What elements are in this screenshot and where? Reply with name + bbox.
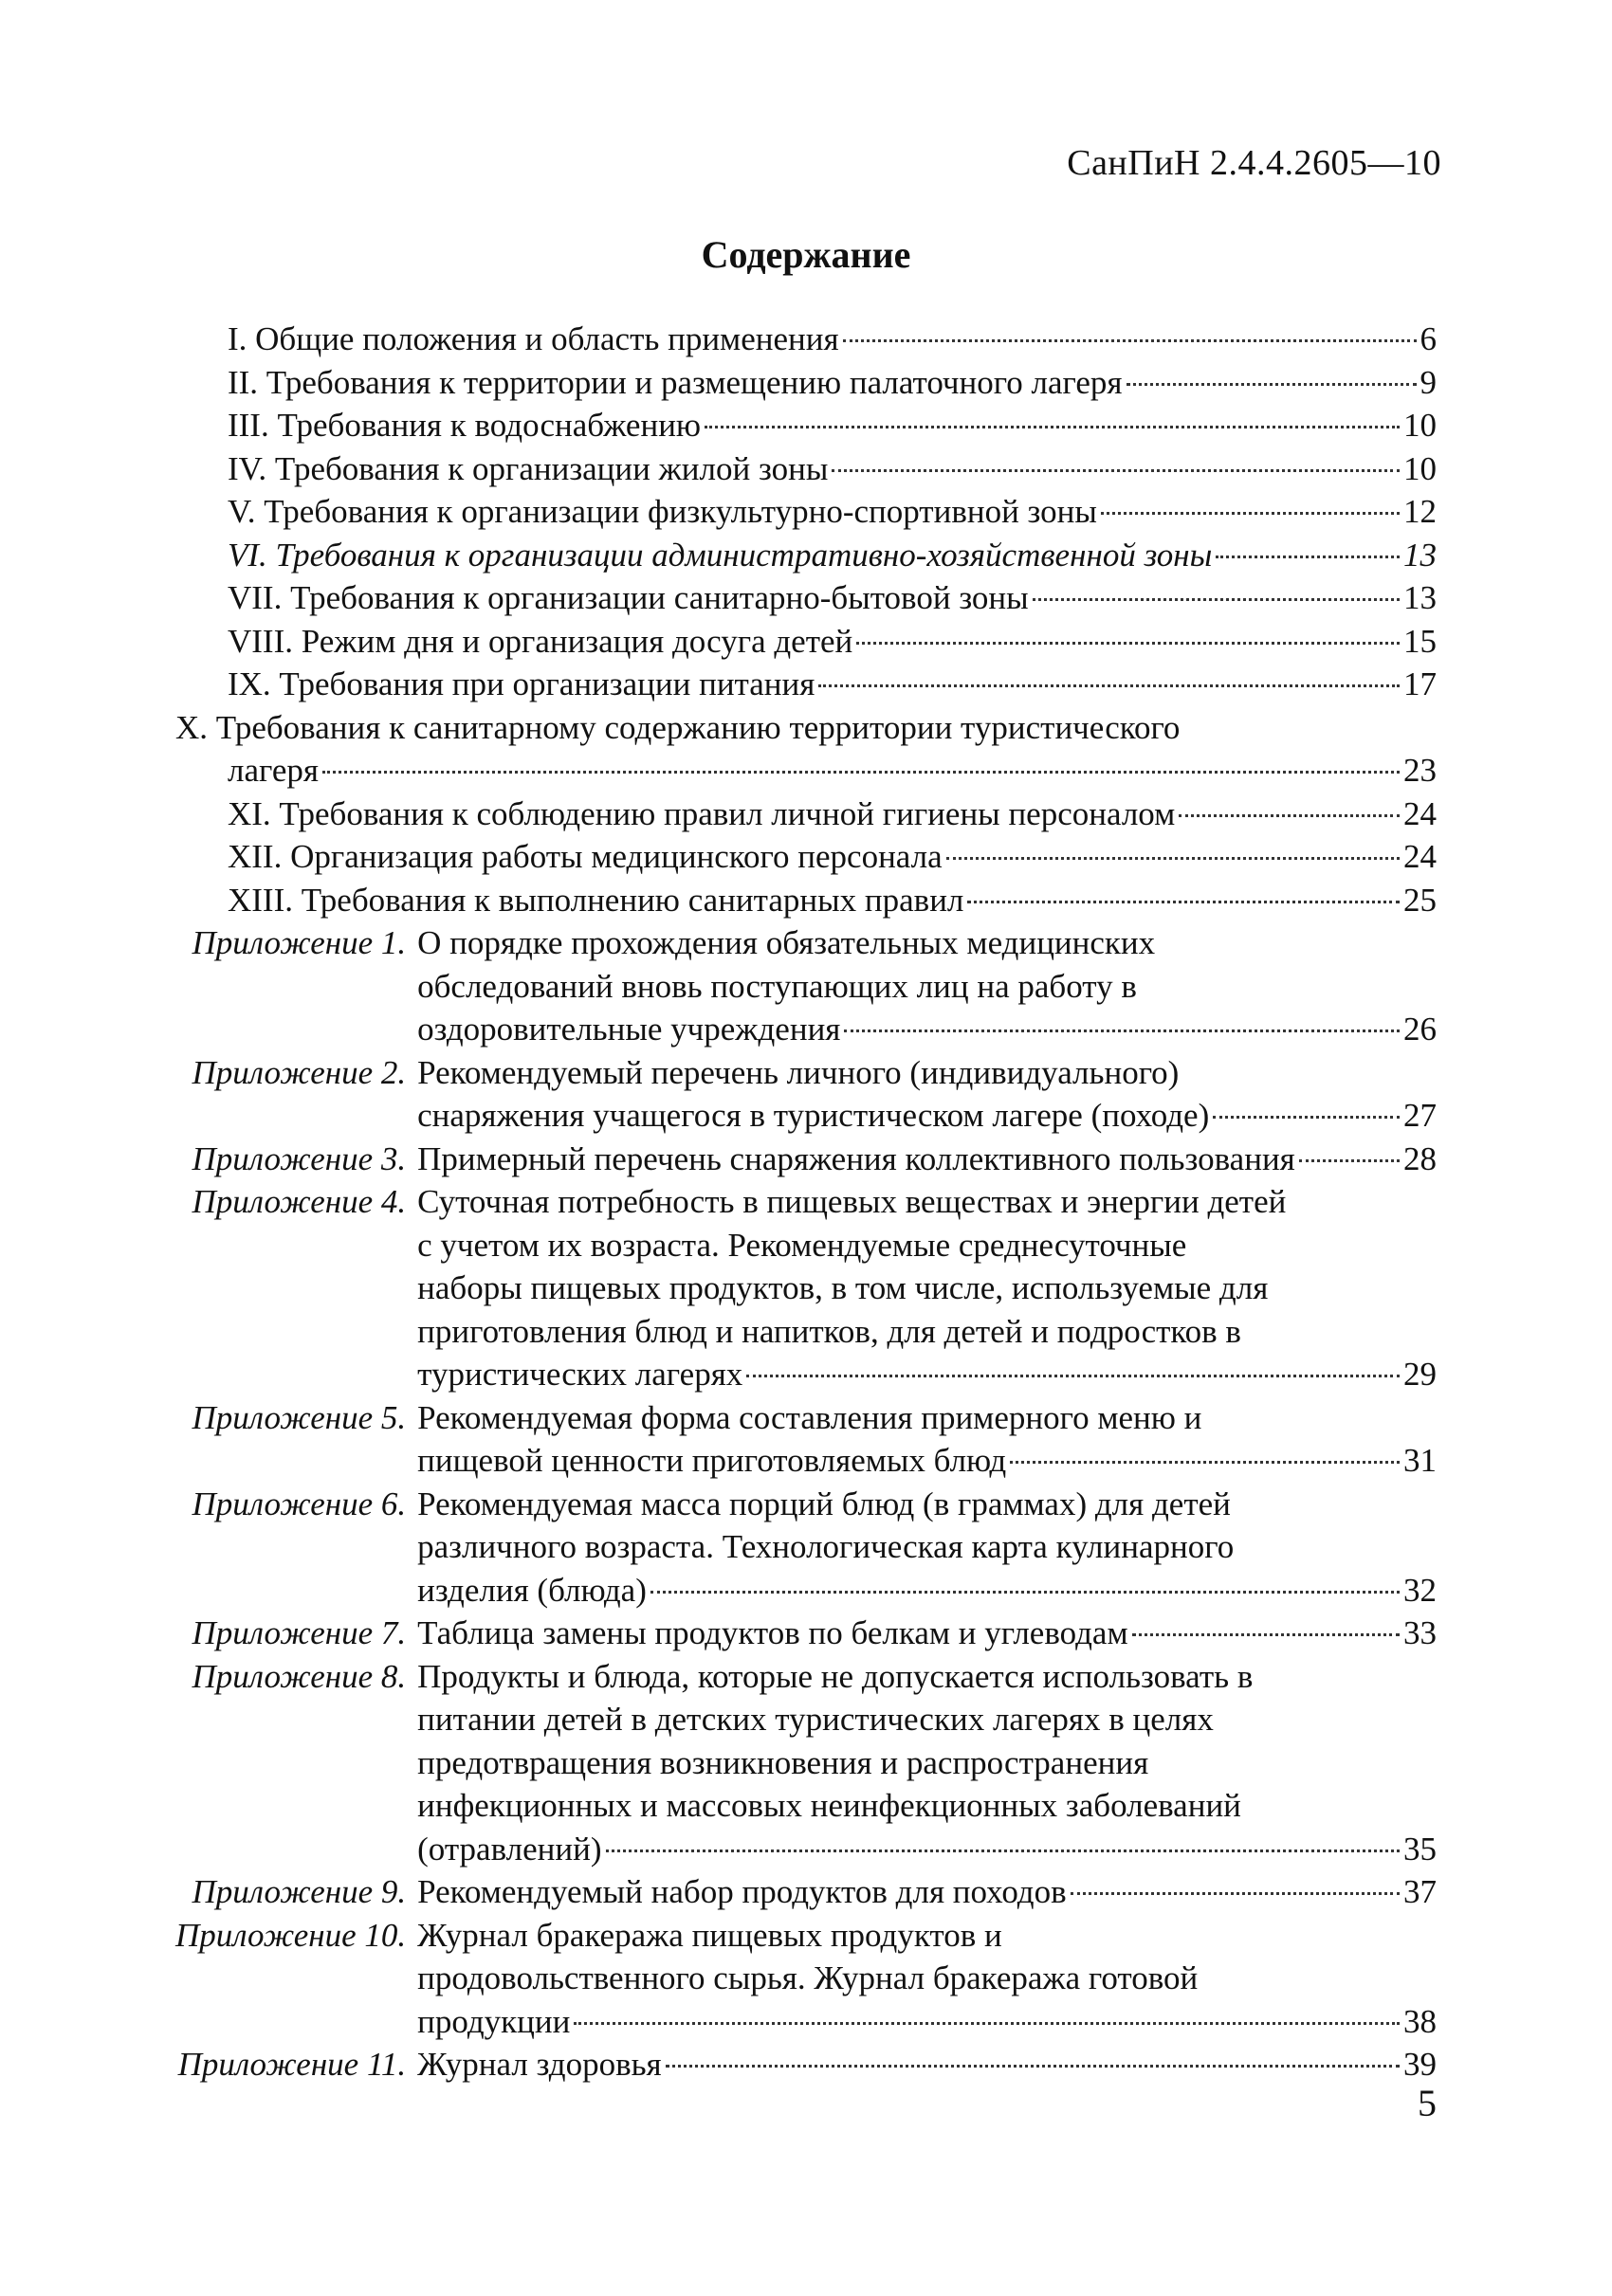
toc-line — [417, 2043, 1437, 2086]
toc-page-number: 24 — [1403, 838, 1437, 875]
toc-entry-text: VIII. Режим дня и организация досуга детей — [228, 622, 853, 660]
toc-appendix-entry — [175, 1655, 1437, 1871]
toc-line — [228, 361, 1437, 405]
dot-leader — [946, 857, 1400, 860]
toc-entry-text: обследований вновь поступающих лиц на работу в — [417, 967, 1137, 1005]
appendix-label: Приложение 7. — [192, 1614, 407, 1651]
toc-page-number: 39 — [1403, 2046, 1437, 2083]
toc-entry-text: (отравлений) — [417, 1830, 602, 1868]
toc-page-number: 25 — [1403, 881, 1437, 919]
dot-leader — [1127, 383, 1417, 386]
toc-line — [417, 1828, 1437, 1871]
dot-leader — [832, 469, 1400, 472]
appendix-body — [417, 1870, 1437, 1914]
toc-entry-text: различного возраста. Технологическая карта кулинарного — [417, 1528, 1235, 1565]
dot-leader — [856, 642, 1400, 645]
toc-section-entry — [175, 361, 1437, 405]
dot-leader — [1213, 1116, 1400, 1119]
toc-section-entry — [175, 663, 1437, 706]
toc-section-entry — [175, 879, 1437, 922]
toc-entry-text: VII. Требования к организации санитарно-бытовой зоны — [228, 579, 1029, 616]
toc-page-number: 35 — [1403, 1830, 1437, 1868]
toc-entry-text: лагеря — [228, 752, 320, 789]
dot-leader — [1299, 1159, 1400, 1162]
toc-section-entry — [175, 534, 1437, 577]
toc-entry-text: О порядке прохождения обязательных медицинских — [417, 924, 1156, 961]
toc-appendix-entry — [175, 1180, 1437, 1396]
toc-line — [228, 663, 1437, 706]
toc-entry-text: X. Требования к санитарному содержанию территории туристического — [175, 708, 1181, 746]
toc-line — [417, 1138, 1437, 1181]
appendix-body — [417, 1914, 1437, 2044]
toc-entry-text: XIII. Требования к выполнению санитарных правил — [228, 881, 964, 919]
toc-entry-text: питании детей в детских туристических лагерях в целях — [417, 1701, 1214, 1738]
toc-entry-text: Рекомендуемая масса порций блюд (в граммах) для детей — [417, 1485, 1231, 1522]
toc-page-number: 15 — [1403, 622, 1437, 660]
dot-leader — [1033, 598, 1400, 601]
toc-section-entry — [175, 835, 1437, 879]
toc-entry-text: Рекомендуемый набор продуктов для походов — [417, 1873, 1067, 1910]
toc-page-number: 17 — [1403, 665, 1437, 702]
toc-line — [228, 879, 1437, 922]
toc-entry-text: V. Требования к организации физкультурно-спортивной зоны — [228, 493, 1097, 530]
appendix-body — [417, 1483, 1437, 1613]
toc-entry-text: Примерный перечень снаряжения коллективного пользования — [417, 1139, 1295, 1177]
toc-line — [417, 1439, 1437, 1483]
toc-line — [228, 749, 1437, 793]
toc-page-number: 24 — [1403, 794, 1437, 832]
toc-entry-text: XI. Требования к соблюдению правил личной гигиены персоналом — [228, 794, 1176, 832]
table-of-contents — [175, 318, 1437, 2086]
toc-section-entry — [175, 490, 1437, 534]
toc-appendix-entry — [175, 1483, 1437, 1613]
toc-section-entry — [175, 404, 1437, 447]
toc-page-number: 37 — [1403, 1873, 1437, 1910]
toc-page-number: 29 — [1403, 1356, 1437, 1393]
toc-appendix-entry — [175, 1870, 1437, 1914]
appendix-body — [417, 1051, 1437, 1138]
toc-page-number: 12 — [1403, 493, 1437, 530]
toc-line — [417, 1870, 1437, 1914]
dot-leader — [967, 901, 1400, 903]
toc-entry-text: Рекомендуемый перечень личного (индивидуального) — [417, 1053, 1180, 1091]
appendix-label: Приложение 2. — [192, 1053, 407, 1091]
dot-leader — [322, 771, 1400, 774]
dot-leader — [844, 1030, 1400, 1032]
dot-leader — [1071, 1892, 1400, 1895]
appendix-body — [417, 1396, 1437, 1483]
toc-line — [228, 835, 1437, 879]
dot-leader — [1216, 556, 1400, 558]
appendix-label: Приложение 6. — [192, 1485, 407, 1522]
toc-entry-text: изделия (блюда) — [417, 1571, 647, 1609]
appendix-label: Приложение 10. — [175, 1916, 407, 1954]
toc-section-entry — [175, 793, 1437, 836]
appendix-body — [417, 1655, 1437, 1871]
document-code: СанПиН 2.4.4.2605—10 — [1067, 143, 1441, 183]
toc-page-number: 23 — [1403, 752, 1437, 789]
toc-entry-text: Суточная потребность в пищевых веществах и энергии детей — [417, 1183, 1287, 1220]
dot-leader — [1010, 1461, 1400, 1464]
toc-page-number: 13 — [1403, 536, 1437, 574]
page-number: 5 — [1418, 2082, 1437, 2124]
toc-entry-text: продукции — [417, 2002, 571, 2040]
appendix-body — [417, 1612, 1437, 1655]
appendix-label: Приложение 8. — [192, 1657, 407, 1695]
toc-entry-text: II. Требования к территории и размещению палаточного лагеря — [228, 363, 1123, 401]
toc-section-entry — [175, 706, 1437, 793]
toc-appendix-entry — [175, 1396, 1437, 1483]
toc-line — [417, 2000, 1437, 2044]
toc-entry-text: предотвращения возникновения и распространения — [417, 1743, 1149, 1781]
dot-leader — [574, 2022, 1400, 2025]
dot-leader — [746, 1375, 1400, 1377]
toc-entry-text: VI. Требования к организации административно-хозяйственной зоны — [228, 536, 1213, 574]
appendix-label: Приложение 5. — [192, 1398, 407, 1436]
toc-entry-text: пищевой ценности приготовляемых блюд — [417, 1442, 1007, 1479]
toc-line — [228, 620, 1437, 664]
toc-entry-text: туристических лагерях — [417, 1356, 743, 1393]
toc-page-number: 28 — [1403, 1139, 1437, 1177]
toc-line — [228, 490, 1437, 534]
toc-entry-text: Продукты и блюда, которые не допускается использовать в — [417, 1657, 1254, 1695]
toc-line — [228, 793, 1437, 836]
toc-page-number: 9 — [1420, 363, 1437, 401]
toc-entry-text: снаряжения учащегося в туристическом лагере (походе) — [417, 1097, 1210, 1134]
dot-leader — [1179, 814, 1400, 817]
toc-section-entry — [175, 576, 1437, 620]
toc-entry-text: IX. Требования при организации питания — [228, 665, 815, 702]
appendix-label: Приложение 4. — [192, 1183, 407, 1220]
toc-entry-text: III. Требования к водоснабжению — [228, 407, 702, 444]
dot-leader — [650, 1591, 1400, 1594]
toc-entry-text: приготовления блюд и напитков, для детей и подростков в — [417, 1312, 1241, 1350]
dot-leader — [705, 426, 1400, 428]
toc-entry-text: Таблица замены продуктов по белкам и углеводам — [417, 1614, 1128, 1651]
toc-page-number: 10 — [1403, 449, 1437, 487]
appendix-body — [417, 921, 1437, 1051]
toc-entry-text: XII. Организация работы медицинского персонала — [228, 838, 943, 875]
appendix-label: Приложение 3. — [192, 1139, 407, 1177]
toc-entry-text: продовольственного сырья. Журнал бракеража готовой — [417, 1959, 1199, 1996]
toc-section-entry — [175, 620, 1437, 664]
appendix-label: Приложение 11. — [177, 2046, 407, 2083]
dot-leader — [606, 1850, 1401, 1852]
toc-line — [417, 1094, 1437, 1138]
toc-entry-text: наборы пищевых продуктов, в том числе, используемые для — [417, 1269, 1269, 1306]
toc-line — [417, 1008, 1437, 1051]
toc-page-number: 26 — [1403, 1011, 1437, 1048]
toc-line — [228, 404, 1437, 447]
dot-leader — [666, 2065, 1400, 2068]
toc-appendix-entry — [175, 921, 1437, 1051]
toc-section-entry — [175, 318, 1437, 361]
toc-line — [417, 1353, 1437, 1396]
toc-appendix-entry — [175, 2043, 1437, 2086]
toc-line — [417, 1569, 1437, 1613]
toc-appendix-entry — [175, 1914, 1437, 2044]
toc-page-number: 33 — [1403, 1614, 1437, 1651]
toc-line — [417, 1612, 1437, 1655]
appendix-body — [417, 2043, 1437, 2086]
toc-entry-text: IV. Требования к организации жилой зоны — [228, 449, 829, 487]
toc-entry-text: Рекомендуемая форма составления примерного меню и — [417, 1398, 1202, 1436]
appendix-body — [417, 1180, 1437, 1396]
appendix-label: Приложение 9. — [192, 1873, 407, 1910]
toc-entry-text: с учетом их возраста. Рекомендуемые среднесуточные — [417, 1226, 1187, 1264]
toc-page-number: 6 — [1420, 320, 1437, 357]
toc-line — [228, 447, 1437, 491]
dot-leader — [818, 684, 1400, 687]
toc-entry-text: I. Общие положения и область применения — [228, 320, 839, 357]
toc-page-number: 38 — [1403, 2002, 1437, 2040]
toc-appendix-entry — [175, 1138, 1437, 1181]
toc-appendix-entry — [175, 1612, 1437, 1655]
appendix-label: Приложение 1. — [192, 924, 407, 961]
dot-leader — [1101, 512, 1400, 515]
toc-page-number: 32 — [1403, 1571, 1437, 1609]
toc-entry-text: инфекционных и массовых неинфекционных заболеваний — [417, 1787, 1241, 1824]
toc-line — [228, 318, 1437, 361]
toc-page-number: 13 — [1403, 579, 1437, 616]
page-title: Содержание — [701, 233, 911, 276]
toc-page-number: 27 — [1403, 1097, 1437, 1134]
toc-line — [228, 534, 1437, 577]
toc-section-entry — [175, 447, 1437, 491]
dot-leader — [843, 339, 1417, 342]
toc-appendix-entry — [175, 1051, 1437, 1138]
toc-line — [228, 576, 1437, 620]
toc-page-number: 10 — [1403, 407, 1437, 444]
appendix-body — [417, 1138, 1437, 1181]
toc-entry-text: Журнал здоровья — [417, 2046, 662, 2083]
dot-leader — [1132, 1633, 1400, 1636]
toc-entry-text: Журнал бракеража пищевых продуктов и — [417, 1916, 1002, 1954]
toc-page-number: 31 — [1403, 1442, 1437, 1479]
toc-entry-text: оздоровительные учреждения — [417, 1011, 841, 1048]
